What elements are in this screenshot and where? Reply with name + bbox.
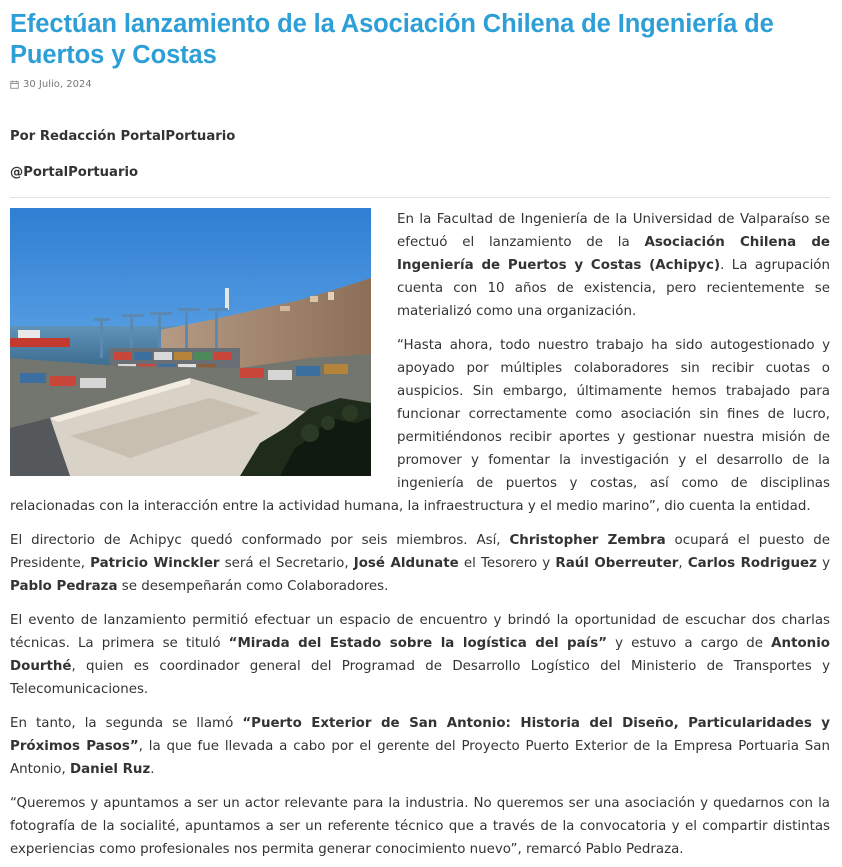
paragraph-5	[10, 712, 830, 781]
article-meta	[10, 79, 830, 90]
text-bold: Carlos Rodriguez	[687, 556, 817, 571]
paragraph-3	[10, 529, 830, 598]
text-run: , la que fue llevada a cabo por el gerente del Proyecto Puerto Exterior de la Empresa Portuaria San Antonio,	[10, 739, 830, 777]
text-bold: Patricio Winckler	[90, 556, 220, 571]
author-handle-link[interactable]: @PortalPortuario	[10, 165, 139, 180]
paragraph-6: “Queremos y apuntamos a ser un actor relevante para la industria. No queremos ser una asociación y quedarnos con la fotografía de la socialité, apuntamos a ser un referente técnico que a través de la convocatoria y el compartir distintas experiencias como profesionales nos permita generar conocimiento nuevo”, remarcó Pablo Pedraza.	[10, 796, 830, 857]
text-run: el Tesorero y	[458, 556, 556, 571]
text-run: En tanto, la segunda se llamó	[10, 716, 243, 731]
text-run: y estuvo a cargo de	[607, 636, 772, 651]
paragraph-4	[10, 609, 830, 701]
article-body	[10, 208, 830, 861]
text-run: El evento de lanzamiento permitió efectuar un espacio de encuentro y brindó la oportunidad de escuchar dos charlas técnicas. La primera se tituló	[10, 613, 830, 651]
text-run: y	[816, 556, 830, 571]
text-bold: “Mirada del Estado sobre la logística del país”	[228, 636, 608, 651]
text-run: ocupará el puesto de Presidente,	[10, 533, 831, 571]
text-bold: José Aldunate	[353, 556, 459, 571]
paragraph-2: “Hasta ahora, todo nuestro trabajo ha sido autogestionado y apoyado por múltiples colaboradores sin recibir cuotas o auspicios. Sin embargo, últimamente hemos trabajado para funcionar correctamente como asociación sin fines de lucro, permitiéndonos recibir aportes y gestionar nuestra misión de promover y fomentar la investigación y el desarrollo de la ingeniería de puertos y costas, así como de disciplinas relacionadas con la interacción entre la actividad humana, la infraestructura y el medio marino”, dio cuenta la entidad.	[10, 338, 830, 514]
text-run: se desempeñarán como Colaboradores.	[117, 579, 389, 594]
text-bold: Raúl Oberreuter	[555, 556, 679, 571]
text-bold: “Puerto Exterior de San Antonio: Historia del Diseño, Particularidades y Próximos Pasos”	[10, 716, 830, 754]
text-bold: Daniel Ruz	[70, 762, 151, 777]
text-bold: Asociación Chilena de Ingeniería de Puertos y Costas (Achipyc)	[397, 235, 831, 273]
text-run: . La agrupación cuenta con 10 años de existencia, pero recientemente se materializó como una organización.	[397, 258, 830, 319]
port-photo	[10, 208, 371, 476]
text-run: En la Facultad de Ingeniería de la Universidad de Valparaíso se efectuó el lanzamiento de la	[397, 212, 830, 250]
text-run: , quien es coordinador general del Programad de Desarrollo Logístico del Ministerio de Transportes y Telecomunicaciones.	[10, 659, 830, 697]
divider	[10, 197, 830, 198]
text-bold: Pablo Pedraza	[10, 579, 118, 594]
text-run: .	[150, 762, 155, 777]
text-run: será el Secretario,	[219, 556, 354, 571]
text-bold: Christopher Zembra	[509, 533, 666, 548]
text-run: El directorio de Achipyc quedó conformado por seis miembros. Así,	[10, 533, 510, 548]
calendar-icon	[10, 80, 19, 89]
text-run: ,	[678, 556, 688, 571]
article-title: Efectúan lanzamiento de la Asociación Chilena de Ingeniería de Puertos y Costas	[10, 10, 774, 69]
article-byline: Por Redacción PortalPortuario	[10, 129, 236, 144]
article-date: 30 Julio, 2024	[23, 79, 92, 90]
text-bold: Antonio Dourthé	[10, 636, 830, 674]
